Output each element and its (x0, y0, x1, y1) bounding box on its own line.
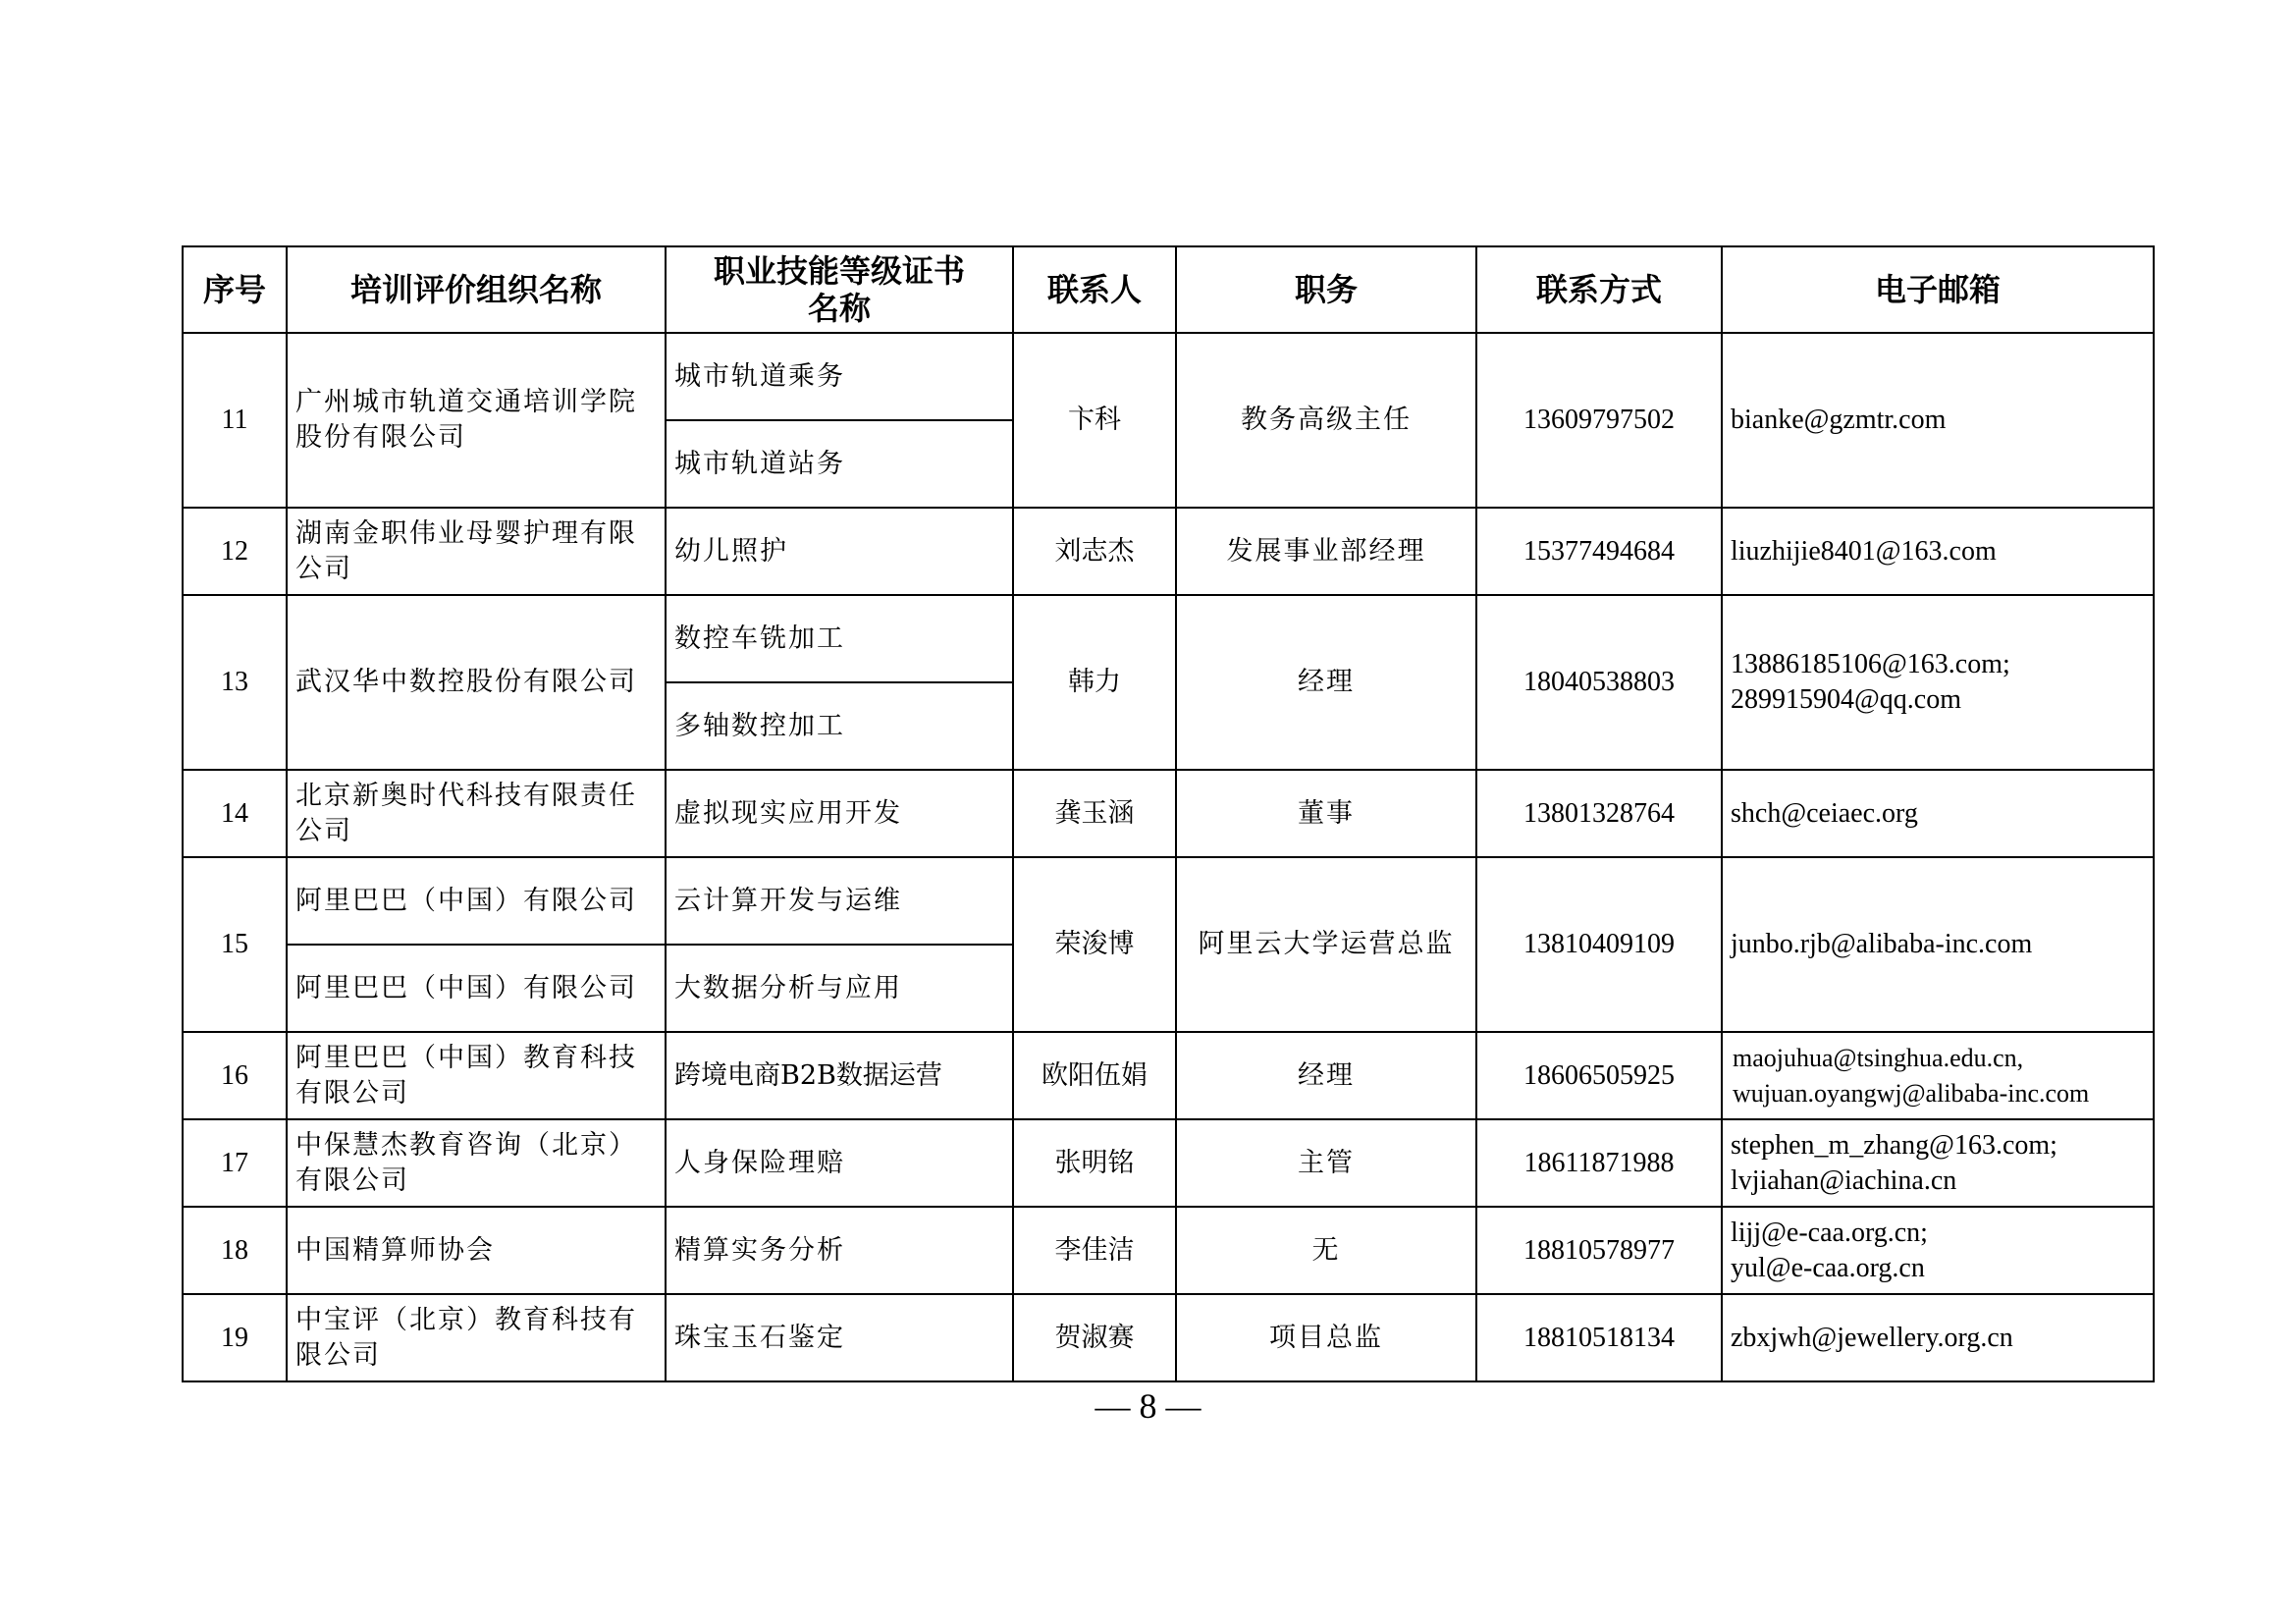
contact-cell: 卞科 (1013, 333, 1176, 508)
email-cell: stephen_m_zhang@163.com; lvjiahan@iachina.cn (1722, 1119, 2154, 1207)
position-cell: 教务高级主任 (1176, 333, 1476, 508)
certificate-cell: 城市轨道乘务 (666, 333, 1013, 420)
contact-cell: 李佳洁 (1013, 1207, 1176, 1294)
serial-cell: 12 (183, 508, 287, 595)
certificate-cell: 数控车铣加工 (666, 595, 1013, 682)
table-row (183, 508, 2154, 595)
email-cell: maojuhua@tsinghua.edu.cn, wujuan.oyangwj@alibaba-inc.com (1722, 1032, 2154, 1119)
position-cell: 发展事业部经理 (1176, 508, 1476, 595)
table-row (183, 857, 2154, 945)
organization-cell: 中保慧杰教育咨询（北京）有限公司 (287, 1119, 666, 1207)
certificate-cell: 幼儿照护 (666, 508, 1013, 595)
contact-cell: 荣浚博 (1013, 857, 1176, 1032)
serial-cell: 15 (183, 857, 287, 1032)
table-row (183, 595, 2154, 682)
contact-cell: 韩力 (1013, 595, 1176, 770)
table-row (183, 1032, 2154, 1119)
organization-cell: 阿里巴巴（中国）有限公司 (287, 945, 666, 1032)
header-certificate: 职业技能等级证书名称 (666, 246, 1013, 333)
email-cell: lijj@e-caa.org.cn; yul@e-caa.org.cn (1722, 1207, 2154, 1294)
certificate-cell: 城市轨道站务 (666, 420, 1013, 508)
certificate-cell: 人身保险理赔 (666, 1119, 1013, 1207)
organization-cell: 湖南金职伟业母婴护理有限公司 (287, 508, 666, 595)
phone-cell: 18611871988 (1476, 1119, 1722, 1207)
phone-cell: 13801328764 (1476, 770, 1722, 857)
header-phone: 联系方式 (1476, 246, 1722, 333)
table-row (183, 333, 2154, 420)
header-serial: 序号 (183, 246, 287, 333)
header-position: 职务 (1176, 246, 1476, 333)
organization-cell: 中国精算师协会 (287, 1207, 666, 1294)
phone-cell: 18606505925 (1476, 1032, 1722, 1119)
email-cell: bianke@gzmtr.com (1722, 333, 2154, 508)
page-number: — 8 — (1095, 1386, 1201, 1426)
header-contact-person: 联系人 (1013, 246, 1176, 333)
position-cell: 无 (1176, 1207, 1476, 1294)
phone-cell: 18810578977 (1476, 1207, 1722, 1294)
email-cell: liuzhijie8401@163.com (1722, 508, 2154, 595)
serial-cell: 13 (183, 595, 287, 770)
phone-cell: 18810518134 (1476, 1294, 1722, 1381)
contact-table (182, 245, 2155, 1382)
contact-cell: 张明铭 (1013, 1119, 1176, 1207)
email-cell: zbxjwh@jewellery.org.cn (1722, 1294, 2154, 1381)
certificate-cell: 虚拟现实应用开发 (666, 770, 1013, 857)
serial-cell: 19 (183, 1294, 287, 1381)
phone-cell: 13810409109 (1476, 857, 1722, 1032)
contact-cell: 龚玉涵 (1013, 770, 1176, 857)
position-cell: 阿里云大学运营总监 (1176, 857, 1476, 1032)
position-cell: 经理 (1176, 595, 1476, 770)
header-row (183, 246, 2154, 333)
position-cell: 项目总监 (1176, 1294, 1476, 1381)
phone-cell: 15377494684 (1476, 508, 1722, 595)
organization-cell: 广州城市轨道交通培训学院股份有限公司 (287, 333, 666, 508)
contact-cell: 刘志杰 (1013, 508, 1176, 595)
certificate-cell: 精算实务分析 (666, 1207, 1013, 1294)
contact-cell: 欧阳伍娟 (1013, 1032, 1176, 1119)
serial-cell: 11 (183, 333, 287, 508)
organization-cell: 武汉华中数控股份有限公司 (287, 595, 666, 770)
serial-cell: 17 (183, 1119, 287, 1207)
phone-cell: 13609797502 (1476, 333, 1722, 508)
email-cell: junbo.rjb@alibaba-inc.com (1722, 857, 2154, 1032)
phone-cell: 18040538803 (1476, 595, 1722, 770)
certificate-cell: 跨境电商B2B数据运营 (666, 1032, 1013, 1119)
certificate-cell: 珠宝玉石鉴定 (666, 1294, 1013, 1381)
certificate-cell: 云计算开发与运维 (666, 857, 1013, 945)
organization-cell: 阿里巴巴（中国）教育科技有限公司 (287, 1032, 666, 1119)
position-cell: 经理 (1176, 1032, 1476, 1119)
header-email: 电子邮箱 (1722, 246, 2154, 333)
serial-cell: 14 (183, 770, 287, 857)
table-row (183, 1119, 2154, 1207)
certificate-cell: 大数据分析与应用 (666, 945, 1013, 1032)
table-row (183, 1207, 2154, 1294)
position-cell: 董事 (1176, 770, 1476, 857)
email-cell: shch@ceiaec.org (1722, 770, 2154, 857)
serial-cell: 18 (183, 1207, 287, 1294)
organization-cell: 阿里巴巴（中国）有限公司 (287, 857, 666, 945)
serial-cell: 16 (183, 1032, 287, 1119)
contact-cell: 贺淑赛 (1013, 1294, 1176, 1381)
position-cell: 主管 (1176, 1119, 1476, 1207)
table-row (183, 1294, 2154, 1381)
organization-cell: 北京新奥时代科技有限责任公司 (287, 770, 666, 857)
header-organization: 培训评价组织名称 (287, 246, 666, 333)
organization-cell: 中宝评（北京）教育科技有限公司 (287, 1294, 666, 1381)
certificate-cell: 多轴数控加工 (666, 682, 1013, 770)
table-row (183, 770, 2154, 857)
email-cell: 13886185106@163.com; 289915904@qq.com (1722, 595, 2154, 770)
